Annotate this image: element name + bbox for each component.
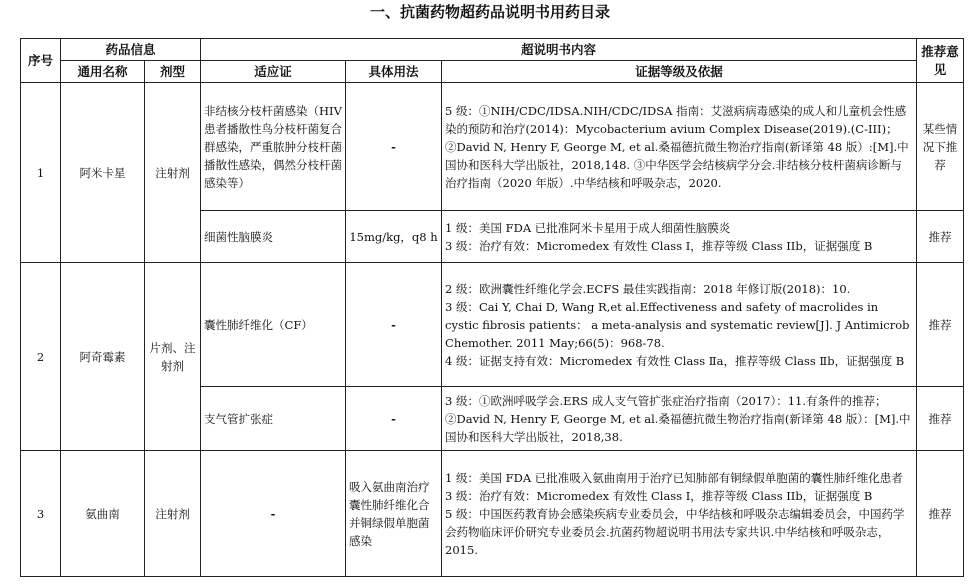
usage-cell: - xyxy=(346,387,442,451)
evidence-line: 3 级：治疗有效：Micromedex 有效性 Class I，推荐等级 Class IIb，证据强度 B xyxy=(445,238,873,253)
header-seq: 序号 xyxy=(21,39,61,83)
usage-cell: 15mg/kg，q8 h xyxy=(346,211,442,263)
recommend-cell: 推荐 xyxy=(917,263,964,387)
header-generic-name: 通用名称 xyxy=(61,61,145,83)
dosage-form-cell: 注射剂 xyxy=(145,83,201,263)
dosage-form-cell: 片剂、注射剂 xyxy=(145,263,201,451)
evidence-line: 5 级：中国医药教育协会感染疾病专业委员会，中华结核和呼吸杂志编辑委员会，中国药学会药物临床评价研究专业委员会.抗菌药物超说明书用法专家共识.中华结核和呼吸杂志，2015. xyxy=(445,506,905,557)
evidence-line: 3 级：Cai Y, Chai D, Wang R,et al.Effectiveness and safety of macrolides in cystic fibrosis patients： a meta-analysis and systematic review[J]. J Antimicrob Chemother. 2011 May;66(5)：968-78. xyxy=(445,299,910,350)
evidence-line: 1 级：美国 FDA 已批准阿米卡星用于成人细菌性脑膜炎 xyxy=(445,220,731,235)
indication-cell: - xyxy=(201,451,346,577)
evidence-cell xyxy=(442,83,917,211)
evidence-cell xyxy=(442,263,917,387)
dosage-form-cell: 注射剂 xyxy=(145,451,201,577)
evidence-cell xyxy=(442,387,917,451)
evidence-line: 2 级：欧洲囊性纤维化学会.ECFS 最佳实践指南：2018 年修订版(2018)：10. xyxy=(445,281,851,296)
recommend-cell: 推荐 xyxy=(917,211,964,263)
indication-cell: 非结核分枝杆菌感染（HIV 患者播散性鸟分枝杆菌复合群感染，严重脓肿分枝杆菌播散性感染，偶然分枝杆菌感染等） xyxy=(201,83,346,211)
evidence-line: 3 级：①欧洲呼吸学会.ERS 成人支气管扩张症治疗指南（2017）：11.有条件的推荐；②David N, Henry F, George M, et al.桑福德抗微生物治疗指南(新译第 48 版）：[M].中国协和医科大学出版社，2018,38. xyxy=(445,393,911,444)
page-title: 一、抗菌药物超药品说明书用药目录 xyxy=(369,3,610,21)
table-row xyxy=(21,83,964,211)
evidence-cell xyxy=(442,211,917,263)
drug-table xyxy=(20,38,964,577)
generic-name-cell: 阿米卡星 xyxy=(61,83,145,263)
generic-name-cell: 阿奇霉素 xyxy=(61,263,145,451)
table-row xyxy=(21,263,964,387)
header-recommend: 推荐意见 xyxy=(917,39,964,83)
evidence-line: 1 级：美国 FDA 已批准吸入氨曲南用于治疗已知肺部有铜绿假单胞菌的囊性肺纤维化患者 xyxy=(445,470,903,485)
usage-cell: - xyxy=(346,83,442,211)
header-off-label: 超说明书内容 xyxy=(201,39,917,61)
usage-cell: 吸入氨曲南治疗囊性肺纤维化合并铜绿假单胞菌感染 xyxy=(346,451,442,577)
header-row-2 xyxy=(21,61,964,83)
generic-name-cell: 氨曲南 xyxy=(61,451,145,577)
header-usage: 具体用法 xyxy=(346,61,442,83)
seq-cell: 1 xyxy=(21,83,61,263)
indication-cell: 囊性肺纤维化（CF） xyxy=(201,263,346,387)
evidence-cell xyxy=(442,451,917,577)
recommend-cell: 推荐 xyxy=(917,387,964,451)
header-dosage-form: 剂型 xyxy=(145,61,201,83)
recommend-cell: 推荐 xyxy=(917,451,964,577)
evidence-line: 3 级：治疗有效：Micromedex 有效性 Class I，推荐等级 Class IIb，证据强度 B xyxy=(445,488,873,503)
indication-cell: 细菌性脑膜炎 xyxy=(201,211,346,263)
evidence-line: 5 级：①NIH/CDC/IDSA.NIH/CDC/IDSA 指南：艾滋病病毒感染的成人和儿童机会性感染的预防和治疗(2014)：Mycobacterium avium Complex Disease(2019).(C-III)； ②David N, Henry F, George M, et al.桑福德抗微生物治疗指南(新译第 48 版）:[M].中国协和医科大学出版社，2018,148. ③中华医学会结核病学分会.非结核分枝杆菌病诊断与治疗指南（2020 年版）.中华结核和呼吸杂志，2020. xyxy=(445,103,909,190)
evidence-line: 4 级：证据支持有效：Micromedex 有效性 Class Ⅱa，推荐等级 Class Ⅱb，证据强度 B xyxy=(445,353,905,368)
header-evidence: 证据等级及依据 xyxy=(442,61,917,83)
recommend-cell: 某些情况下推荐 xyxy=(917,83,964,211)
table-row xyxy=(21,451,964,577)
indication-cell: 支气管扩张症 xyxy=(201,387,346,451)
header-drug-info: 药品信息 xyxy=(61,39,201,61)
usage-cell: - xyxy=(346,263,442,387)
seq-cell: 2 xyxy=(21,263,61,451)
seq-cell: 3 xyxy=(21,451,61,577)
header-indication: 适应证 xyxy=(201,61,346,83)
header-row-1 xyxy=(21,39,964,61)
